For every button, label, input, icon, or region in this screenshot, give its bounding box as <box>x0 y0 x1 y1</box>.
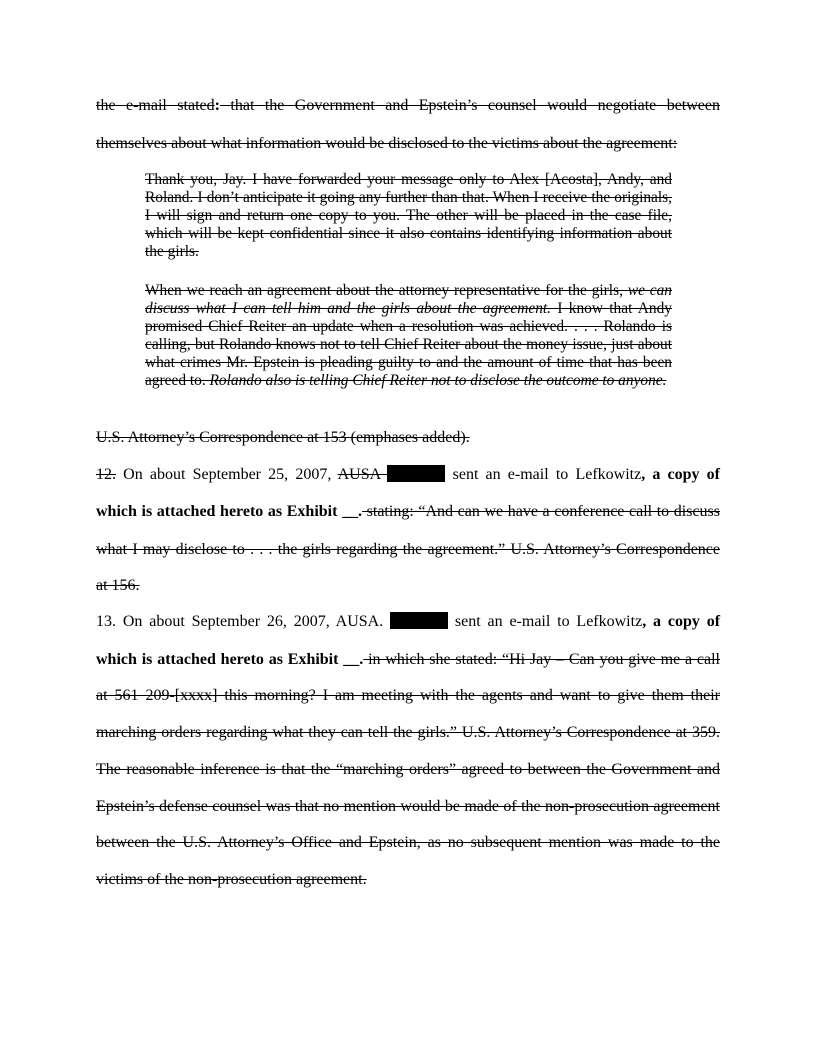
struck-text: that the Government and Epstein’s counsel would negotiate between <box>219 97 720 114</box>
redaction-box <box>387 465 445 482</box>
block-quote <box>145 282 672 390</box>
inserted-text: which is attached hereto as Exhibit __. <box>96 651 364 668</box>
struck-text: stating: “And can we have a conference call to discuss <box>362 503 720 520</box>
struck-text: marching orders regarding what they can tell the girls.” U.S. Attorney’s Correspondence at 359. <box>96 724 720 741</box>
paragraph-13-line <box>96 686 720 706</box>
struck-text: at 156. <box>96 577 140 594</box>
paragraph-13-line <box>96 650 720 670</box>
paragraph-13-line: 13. On about September 26, 2007, AUSA. sent an e-mail to Lefkowitz, a copy of <box>96 613 721 630</box>
paragraph-12-line: 12. On about September 25, 2007, AUSA sent an e-mail to Lefkowitz, a copy of <box>96 466 721 483</box>
block-quote <box>145 171 672 261</box>
paragraph-line <box>96 134 720 154</box>
paragraph-13-line <box>96 870 720 890</box>
paragraph-13-line <box>96 797 720 817</box>
inserted-text: , a copy of <box>641 466 721 483</box>
struck-text: between the U.S. Attorney’s Office and Epstein, as no subsequent mention was made to the <box>96 834 720 851</box>
struck-text: t <box>96 97 101 114</box>
quote-text: I know that Andy promised Chief Reiter an update when a resolution was achieved. . . . Rolando is calling, but Rolando knows not to tell Chief Reiter about the money issue, just about what crimes Mr. Epstein is pleading guilty to and the amount of time that has been agreed to. <box>145 300 672 389</box>
quote-emphasis: we can discuss what I can tell him and the girls about the agreement. <box>145 282 673 317</box>
paragraph-12-line <box>96 502 720 522</box>
quote-emphasis: Rolando also is telling Chief Reiter not to disclose the outcome to anyone. <box>209 372 667 389</box>
struck-text: AUSA <box>337 466 388 483</box>
struck-text: themselves about what information would be disclosed to the victims about the agreement: <box>96 135 678 152</box>
struck-text: at 561 209-[xxxx] this morning? I am meeting with the agents and want to give them their <box>96 687 720 704</box>
quote-text: Thank you, Jay. I have forwarded your message only to Alex [Acosta], Andy, and Roland. I don’t anticipate it going any further than that. When I receive the originals, I will sign and return one copy to you. The other will be placed in the case file, which will be kept confidential since it also contains identifying information about the girls. <box>145 171 672 260</box>
struck-text: The reasonable inference is that the “marching orders” agreed to between the Government and <box>96 761 720 778</box>
struck-text: Epstein’s defense counsel was that no mention would be made of the non-prosecution agreement <box>96 798 720 815</box>
redaction-box <box>390 612 448 629</box>
paragraph-13-line <box>96 723 720 743</box>
paragraph-13-line <box>96 760 720 780</box>
struck-text: victims of the non-prosecution agreement. <box>96 871 367 888</box>
paragraph-line <box>96 96 720 116</box>
struck-text: he e-mail stated <box>100 97 215 114</box>
struck-text: in which she stated: “Hi Jay – Can you give me a call <box>363 651 720 668</box>
quote-text: When we reach an agreement about the attorney representative for the girls, <box>145 282 628 299</box>
paragraph-12-line <box>96 576 720 596</box>
citation: U.S. Attorney’s Correspondence at 153 (emphases added). <box>96 429 470 446</box>
inserted-text: , a copy of <box>642 613 721 630</box>
paragraph-number: 12. <box>96 466 116 483</box>
paragraph-12-line <box>96 540 720 560</box>
inserted-colon: : <box>214 97 220 114</box>
inserted-text: which is attached hereto as Exhibit __. <box>96 503 363 520</box>
struck-text: what I may disclose to . . . the girls regarding the agreement.” U.S. Attorney’s Correspondence <box>96 541 720 558</box>
paragraph-13-line <box>96 833 720 853</box>
